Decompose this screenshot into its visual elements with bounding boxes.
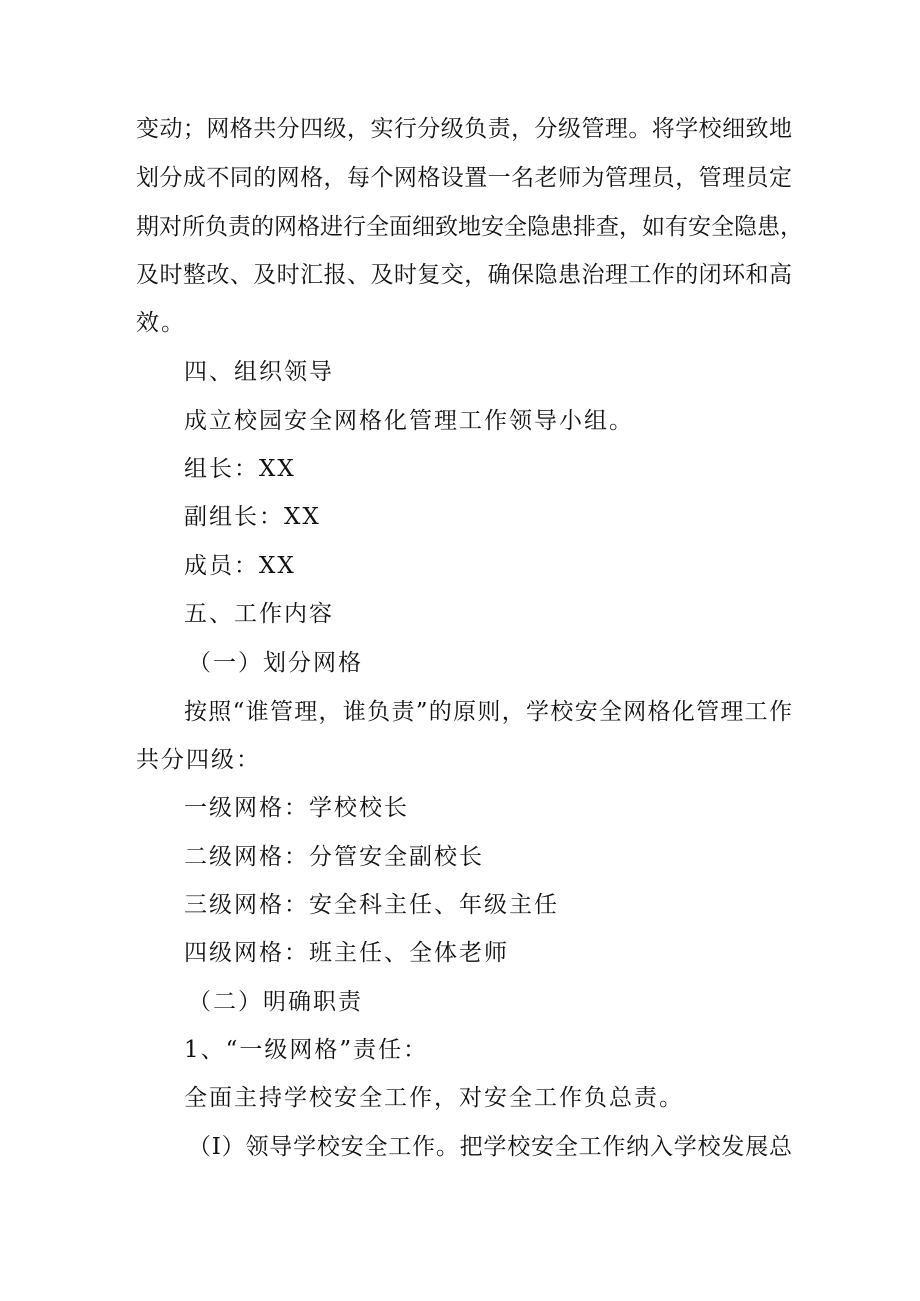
role-line: 成员：XX [184, 553, 296, 579]
paragraph-line: 划分成不同的网格，每个网格设置一名老师为管理员，管理员定 [136, 165, 792, 191]
section-heading: 四、组织领导 [184, 359, 334, 385]
paragraph-line: 效。 [136, 310, 186, 336]
paragraph-line: 成立校园安全网格化管理工作领导小组。 [184, 408, 634, 434]
paragraph-line: 变动；网格共分四级，实行分级负责，分级管理。将学校细致地 [136, 116, 792, 142]
paragraph-line: 及时整改、及时汇报、及时复交，确保隐患治理工作的闭环和高 [136, 262, 792, 288]
paragraph-line: 共分四级： [136, 747, 261, 773]
paragraph-line: （I）领导学校安全工作。把学校安全工作纳入学校发展总 [188, 1134, 792, 1160]
subsection-heading: （一）划分网格 [188, 650, 363, 676]
role-line: 组长：XX [184, 456, 296, 482]
paragraph-line: 按照“谁管理，谁负责”的原则，学校安全网格化管理工作 [184, 699, 792, 725]
paragraph-line: 全面主持学校安全工作，对安全工作负总责。 [184, 1085, 684, 1111]
section-heading: 五、工作内容 [184, 601, 334, 627]
duty-heading: 1、“一级网格”责任： [184, 1037, 429, 1063]
grid-level-line: 三级网格：安全科主任、年级主任 [184, 892, 559, 918]
grid-level-line: 四级网格：班主任、全体老师 [184, 940, 509, 966]
grid-level-line: 一级网格：学校校长 [184, 795, 409, 821]
role-line: 副组长：XX [184, 504, 321, 530]
grid-level-line: 二级网格：分管安全副校长 [184, 844, 484, 870]
subsection-heading: （二）明确职责 [188, 989, 363, 1015]
paragraph-line: 期对所负责的网格进行全面细致地安全隐患排查，如有安全隐患， [136, 214, 803, 240]
